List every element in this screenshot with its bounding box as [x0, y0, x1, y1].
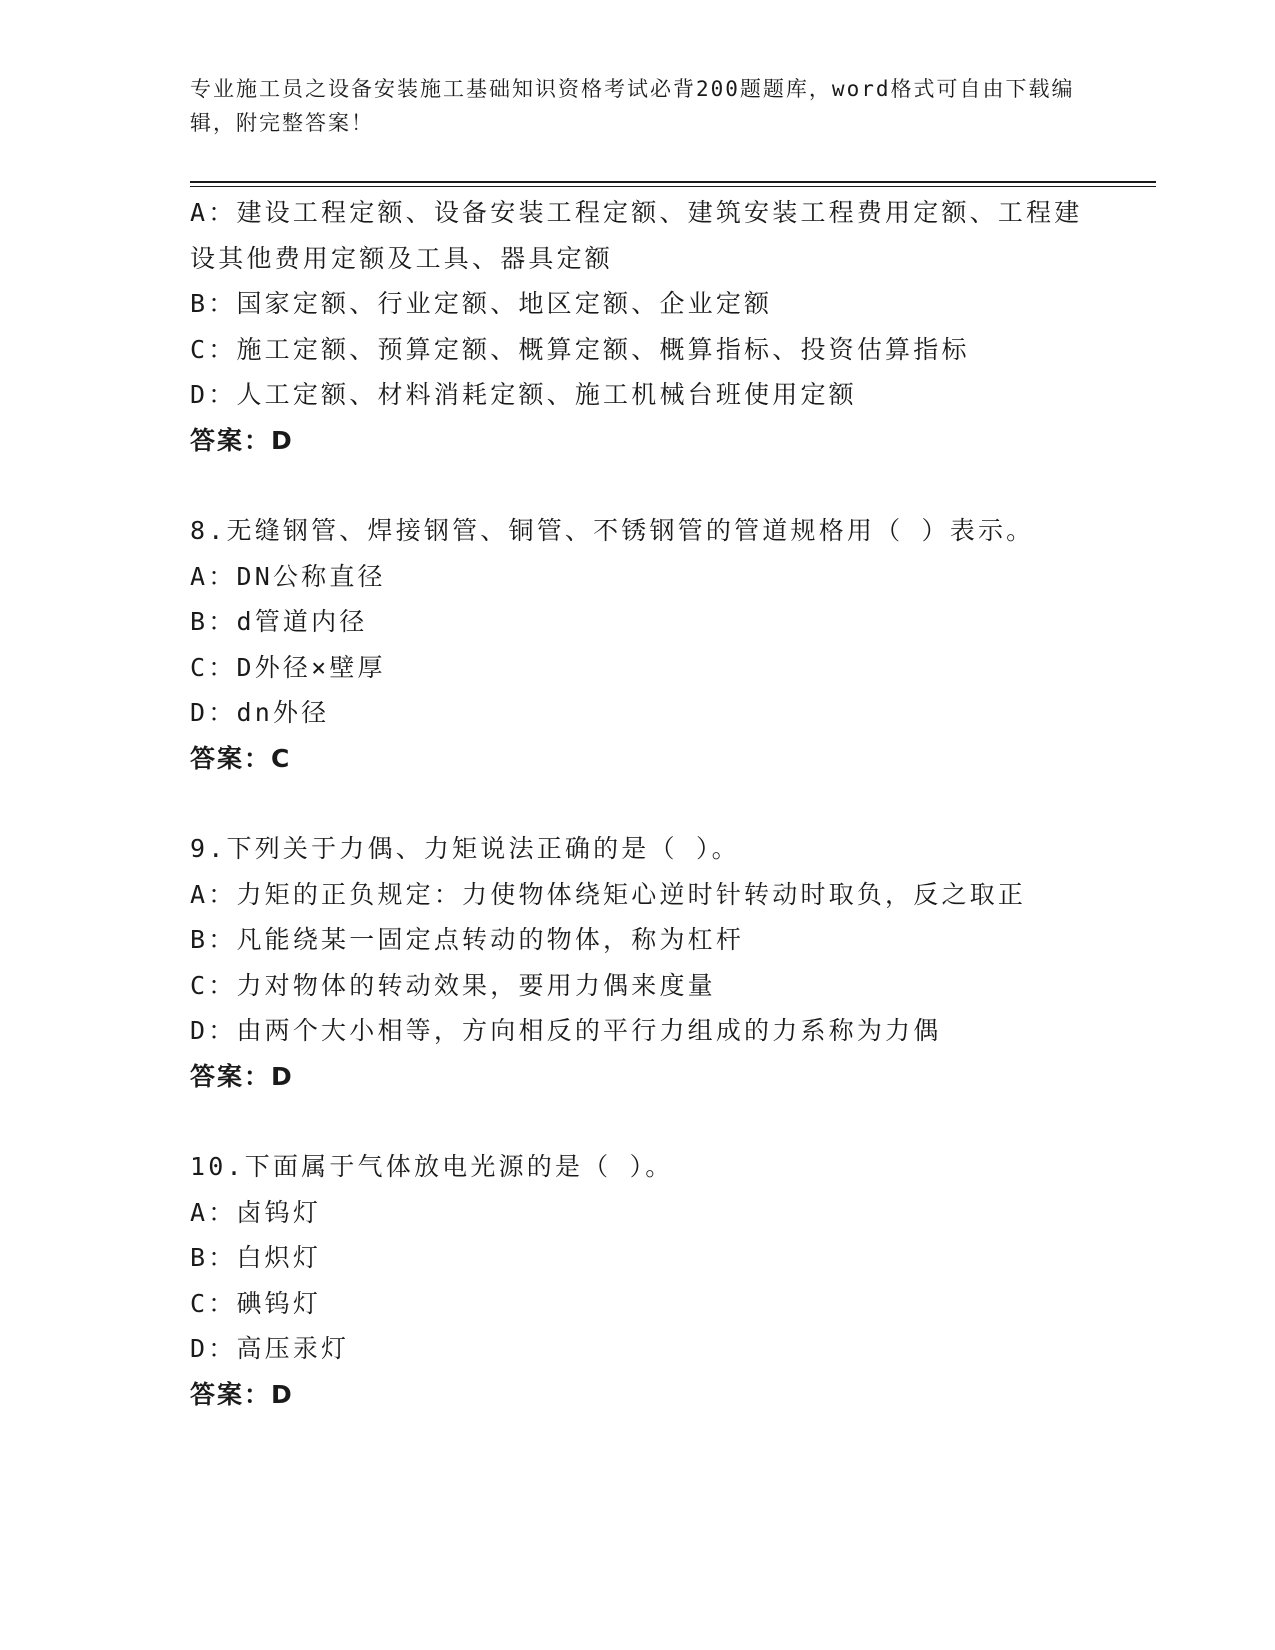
answer-line: 答案：D [190, 425, 294, 455]
option-a: A：力矩的正负规定：力使物体绕矩心逆时针转动时取负，反之取正 [190, 879, 1027, 909]
question-list [190, 190, 1090, 1417]
option-d: D：由两个大小相等，方向相反的平行力组成的力系称为力偶 [190, 1016, 942, 1045]
question-8 [190, 508, 1090, 781]
question-10 [190, 1144, 1090, 1417]
spacer [190, 463, 1090, 508]
document-header: 专业施工员之设备安装施工基础知识资格考试必背200题题库，word格式可自由下载编辑，附完整答案！ [190, 77, 1075, 135]
option-c: C：碘钨灯 [190, 1288, 322, 1318]
option-b: B：d管道内径 [190, 607, 368, 636]
option-a: A：DN公称直径 [190, 561, 386, 591]
question-stem: 8.无缝钢管、焊接钢管、铜管、不锈钢管的管道规格用（ ）表示。 [190, 516, 1035, 545]
option-c: C：施工定额、预算定额、概算定额、概算指标、投资估算指标 [190, 334, 970, 364]
option-d: D：高压汞灯 [190, 1334, 350, 1363]
header-divider-thick [190, 181, 1156, 183]
header-divider-thin [190, 186, 1156, 187]
option-a: A：卤钨灯 [190, 1197, 322, 1227]
answer-line: 答案：D [190, 1061, 294, 1091]
question-7-continued [190, 190, 1090, 463]
option-b: B：白炽灯 [190, 1243, 322, 1272]
option-b: B：国家定额、行业定额、地区定额、企业定额 [190, 289, 773, 318]
answer-line: 答案：C [190, 743, 292, 773]
spacer [190, 781, 1090, 826]
question-9 [190, 826, 1090, 1099]
question-stem: 9.下列关于力偶、力矩说法正确的是（ ）。 [190, 834, 740, 863]
option-b: B：凡能绕某一固定点转动的物体，称为杠杆 [190, 925, 745, 954]
option-c: C：D外径×壁厚 [190, 652, 386, 682]
spacer [190, 1099, 1090, 1144]
option-d: D：人工定额、材料消耗定额、施工机械台班使用定额 [190, 380, 857, 409]
option-d: D：dn外径 [190, 698, 330, 727]
option-a: A：建设工程定额、设备安装工程定额、建筑安装工程费用定额、工程建设其他费用定额及工具、器具定额 [190, 198, 1083, 273]
option-c: C：力对物体的转动效果，要用力偶来度量 [190, 970, 716, 1000]
answer-line: 答案：D [190, 1379, 294, 1409]
question-stem: 10.下面属于气体放电光源的是（ ）。 [190, 1152, 674, 1181]
